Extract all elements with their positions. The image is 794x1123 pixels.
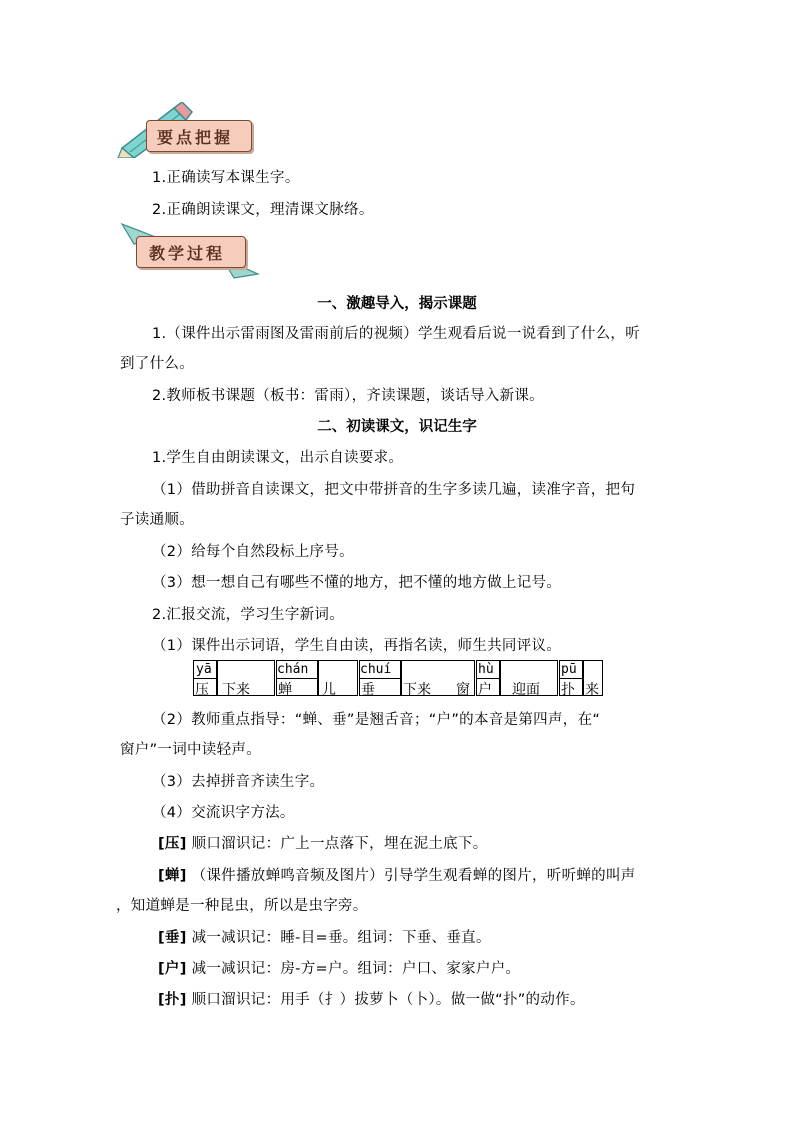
pinyin-ya: yā [196,662,212,677]
method-chan-text: （课件播放蝉鸣音频及图片）引导学生观看蝉的图片，听听蝉的叫声 [191,868,636,884]
method-chui-tag: [垂] [158,930,187,946]
char-ya: 压 [195,682,209,698]
step-1-1b: 子读通顺。 [120,512,194,528]
step-2: 2.汇报交流，学习生字新词。 [152,607,345,623]
keypoint-2: 2.正确朗读课文，理清课文脉络。 [152,202,374,218]
pinyin-chan: chán [277,662,309,677]
method-hu [158,957,520,978]
char-hu: 户 [478,682,492,698]
step-1-2: （2）给每个自然段标上序号。 [152,544,354,560]
keypoints-title: 要点把握 [157,128,234,147]
step-1: 1.学生自由朗读课文，出示自读要求。 [152,450,404,466]
char-chan: 蝉 [278,682,292,698]
process-title: 教学过程 [149,244,226,263]
pinyin-hu: hù [478,662,494,677]
guide-3: （4）交流识字方法。 [152,805,295,821]
method-hu-text: 减一减识记：房-方=户。组词：户口、家家户户。 [191,961,521,977]
method-ya-tag: [压] [158,836,187,852]
p1-line1: 1.（课件出示雷雨图及雷雨前后的视频）学生观看后说一说看到了什么，听 [152,326,641,342]
step-1-3: （3）想一想自己有哪些不懂的地方，把不懂的地方做上记号。 [152,575,562,591]
word-er: 儿 [322,682,336,698]
method-ya [158,832,488,853]
method-pu-text: 顺口溜识记：用手（扌）拔萝卜（卜）。做一做“扑”的动作。 [191,992,585,1008]
method-pu-tag: [扑] [158,992,187,1008]
method-chui-text: 减一减识记：睡-目=垂。组词：下垂、垂直。 [191,930,491,946]
step-2-1: （1）课件出示词语，学生自由读，再指名读，师生共同评议。 [152,638,562,654]
guide-1b: 窗户”一词中读轻声。 [120,742,262,758]
method-hu-tag: [户] [158,961,187,977]
char-chui: 垂 [361,682,375,698]
guide-1a: （2）教师重点指导：“蝉、垂”是翘舌音；“户”的本音是第四声，在“ [152,712,601,728]
method-pu [158,988,585,1009]
pinyin-chui: chuí [360,662,392,677]
p1-line2: 到了什么。 [120,356,194,372]
method-chui [158,926,491,947]
method-ya-text: 顺口溜识记：广上一点落下，埋在泥土底下。 [191,836,488,852]
word-yingmian: 迎面 [512,682,540,698]
heading-2: 二、初读课文，识记生字 [317,419,477,435]
pinyin-pu: pū [561,662,577,677]
method-chan-cont: ，知道蝉是一种昆虫，所以是虫字旁。 [116,898,368,914]
method-chan-tag: [蝉] [158,868,187,884]
word-xialai-1: 下来 [222,682,250,698]
p2: 2.教师板书课题（板书：雷雨），齐读课题，谈话导入新课。 [152,388,544,404]
step-1-1a: （1）借助拼音自读课文，把文中带拼音的生字多读几遍，读准字音，把句 [152,482,636,498]
method-chan [158,864,636,885]
word-lai: 来 [585,682,599,698]
keypoint-1: 1.正确读写本课生字。 [152,170,300,186]
char-pu: 扑 [561,682,575,698]
heading-1: 一、激趣导入，揭示课题 [317,296,477,312]
word-chuang: 窗 [456,682,470,698]
guide-2: （3）去掉拼音齐读生字。 [152,774,325,790]
word-xialai-2: 下来 [403,682,431,698]
